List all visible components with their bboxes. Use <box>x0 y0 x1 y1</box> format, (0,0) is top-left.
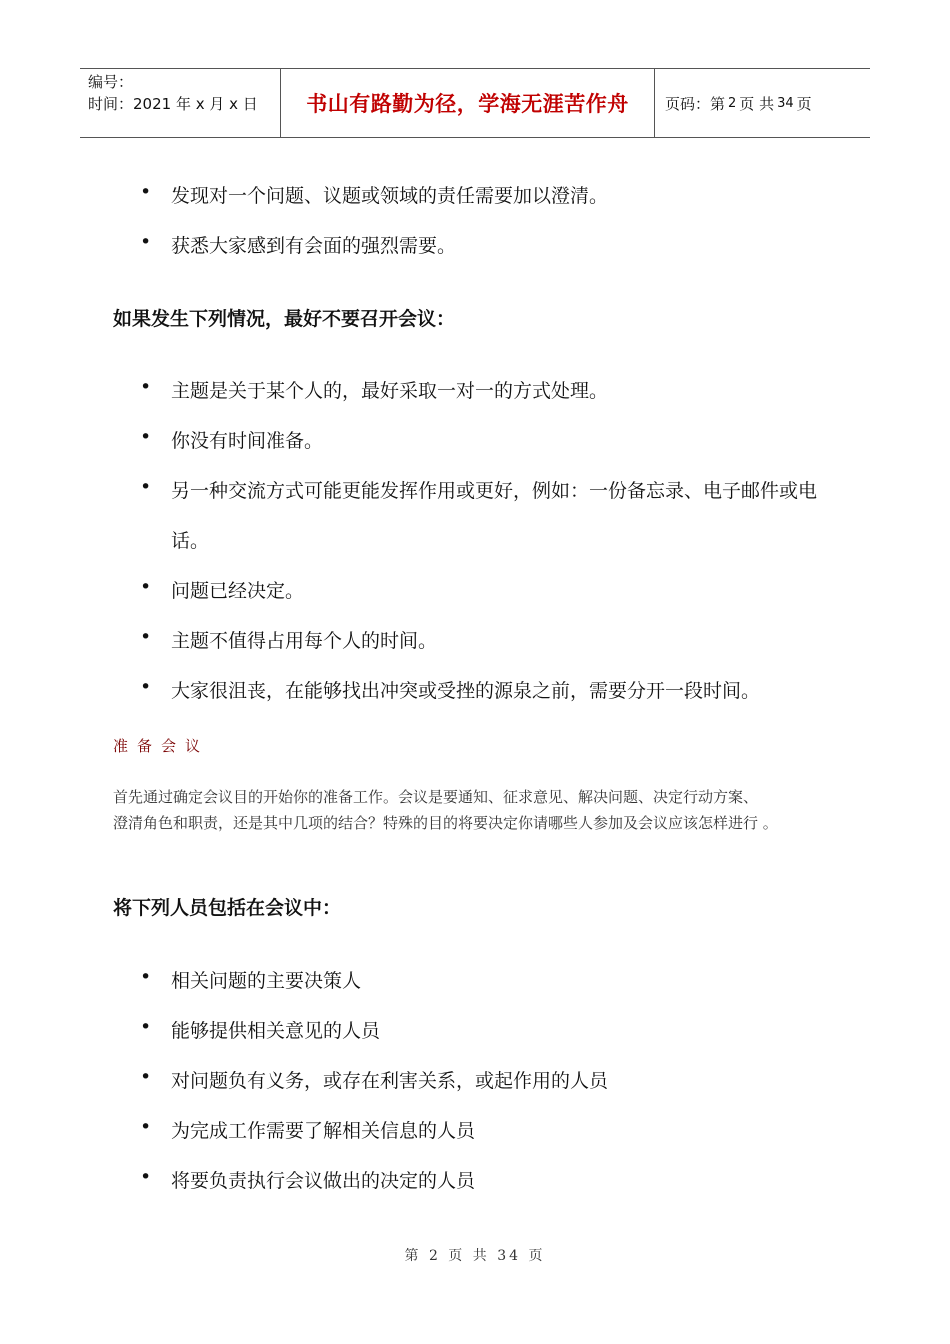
bullet-icon: • <box>140 1016 152 1038</box>
section-title: 准备会议 <box>113 737 210 755</box>
list-item-text: 你没有时间准备。 <box>171 430 324 452</box>
bullet-icon: • <box>140 626 152 648</box>
list-item-text: 获悉大家感到有会面的强烈需要。 <box>171 235 457 257</box>
list-item-text: 对问题负有义务，或存在利害关系，或起作用的人员 <box>171 1070 609 1092</box>
page-suffix: 页 <box>796 94 812 113</box>
page-footer: 第 2 页 共 34 页 <box>404 1248 546 1264</box>
header-meta <box>80 69 281 137</box>
bullet-icon: • <box>140 966 152 988</box>
bullet-icon: • <box>140 476 152 498</box>
page-current: 2 <box>728 95 737 111</box>
header-page-info <box>655 69 870 137</box>
bullet-icon: • <box>140 426 152 448</box>
list-item-text: 为完成工作需要了解相关信息的人员 <box>171 1120 476 1142</box>
page-total: 34 <box>777 95 794 111</box>
list-item-text: 问题已经决定。 <box>171 580 305 602</box>
page-mid: 页 共 <box>739 94 775 113</box>
list-item-text: 大家很沮丧，在能够找出冲突或受挫的源泉之前，需要分开一段时间。 <box>171 680 761 702</box>
bullet-icon: • <box>140 1066 152 1088</box>
paragraph-line: 澄清角色和职责，还是其中几项的结合？特殊的目的将要决定你请哪些人参加及会议应该怎样进行 。 <box>113 814 778 832</box>
bullet-icon: • <box>140 676 152 698</box>
list-item-text: 相关问题的主要决策人 <box>171 970 362 992</box>
header-motto: 书山有路勤为径，学海无涯苦作舟 <box>281 69 655 137</box>
bullet-icon: • <box>140 181 152 203</box>
bullet-icon: • <box>140 376 152 398</box>
section-heading: 如果发生下列情况，最好不要召开会议： <box>113 308 456 330</box>
document-date: 时间：2021 年 x 月 x 日 <box>88 95 258 113</box>
list-item-text: 另一种交流方式可能更能发挥作用或更好，例如：一份备忘录、电子邮件或电 <box>171 480 818 502</box>
page-prefix: 页码：第 <box>665 94 726 113</box>
paragraph-line: 首先通过确定会议目的开始你的准备工作。会议是要通知、征求意见、解决问题、决定行动方案、 <box>113 788 759 806</box>
section-heading: 将下列人员包括在会议中： <box>113 897 342 919</box>
list-item-text: 发现对一个问题、议题或领域的责任需要加以澄清。 <box>171 185 609 207</box>
bullet-icon: • <box>140 231 152 253</box>
bullet-icon: • <box>140 1166 152 1188</box>
page-header <box>80 68 870 138</box>
list-item-text: 主题是关于某个人的，最好采取一对一的方式处理。 <box>171 380 609 402</box>
document-number-label: 编号： <box>88 73 134 91</box>
list-item-text: 主题不值得占用每个人的时间。 <box>171 630 438 652</box>
list-item-text: 能够提供相关意见的人员 <box>171 1020 381 1042</box>
bullet-icon: • <box>140 576 152 598</box>
bullet-icon: • <box>140 1116 152 1138</box>
list-item-text: 将要负责执行会议做出的决定的人员 <box>171 1170 476 1192</box>
list-item-text: 话。 <box>171 530 210 552</box>
